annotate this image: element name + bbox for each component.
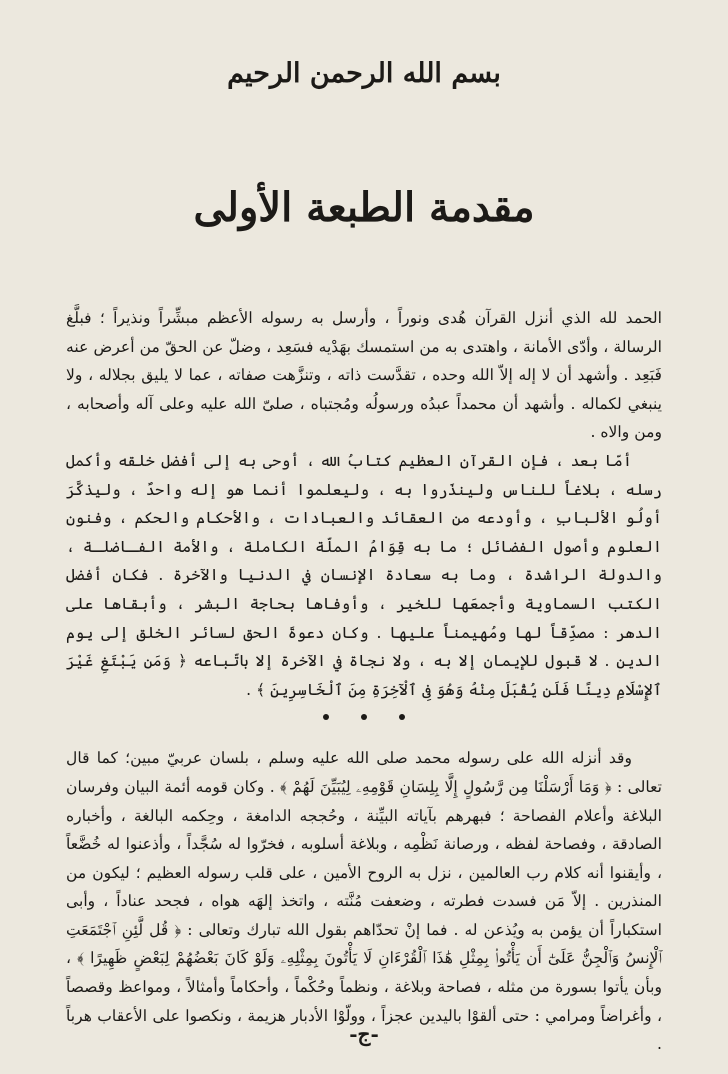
separator-dot (399, 714, 405, 720)
page-title: مقدمة الطبعة الأولى (193, 184, 535, 231)
paragraph: وقد أنزله الله على رسوله محمد صلى الله عليه وسلم ، بلسان عربيّ مبين؛ كما قال تعالى : ﴿ وَمَا أَرْسَلْنَا مِن رَّسُولٍ إِلَّا بِلِسَانِ قَوْمِهِۦ لِيُبَيِّنَ لَهُمْ ﴾ . وكان قومه أئمة البيان وفرسان البلاغة وأعلام الفصاحة ؛ فبهرهم بآياته البيِّنة ، وحُججه الدامغة ، وحِكمه البالغة ، وأخباره الصادقة ، وفصاحة لفظه ، ورصانة نَظْمِه ، وبلاغة أسلوبه ، فخرّوا له سُجَّداً ، وأذعنوا له خُضَّعاً ، وأيقنوا أنه كلام رب العالمين ، نزل به الروح الأمين ، على قلب رسوله العظيم ؛ ليكون من المنذرين . إلاّ مَن فسدت فطرته ، وضعفت مُنَّته ، واتخذ إلهَه هواه ، فجحد عناداً ، وأبى استكباراً أن يؤمن به ويُذعن له . فما إنْ تحدّاهم بقول الله تبارك وتعالى : ﴿ قُل لَّئِنِ ٱجْتَمَعَتِ ٱلْإِنسُ وَٱلْجِنُّ عَلَىٰٓ أَن يَأْتُوا۟ بِمِثْلِ هَٰذَا ٱلْقُرْءَانِ لَا يَأْتُونَ بِمِثْلِهِۦ وَلَوْ كَانَ بَعْضُهُمْ لِبَعْضٍ ظَهِيرًا ﴾ ، وبأن يأتوا بسورة من مثله ، فصاحة وبلاغة ، ونظماً وحُكْماً ، وأحكاماً وأمثالاً ، ومواعظ وقصصاً ، وأغراضاً ومرامي : حتى ألقوْا باليدين عجزاً ، وولّوْا الأدبار هزيمة ، ونكصوا على الأعقاب هرباً . (66, 749, 662, 1054)
basmala: بسم الله الرحمن الرحيم (227, 58, 501, 89)
paragraph: الحمد لله الذي أنزل القرآن هُدى ونوراً ، وأرسل به رسوله الأعظم مبشِّراً ونذيراً ؛ فبلَّغ الرسالة ، وأدّى الأمانة ، واهتدى به من استمسك بهَدْيه فسَعِد ، وضلّ عن الحقّ من أعرض عنه فَبَعِد . وأشهد أن لا إله إلاّ الله وحده ، تقدَّست ذاته ، وتنزَّهت صفاته ، عما لا يليق بجلاله ، ولا ينبغي لكماله . وأشهد أن محمداً عبدُه ورسولُه ومُجتباه ، صلىّ الله عليه وعلى آله وأصحابه ، ومن والاه . (66, 309, 662, 442)
separator-dot (361, 714, 367, 720)
page-number: -ج- (349, 1022, 379, 1046)
section-separator (66, 704, 662, 730)
separator-dot (323, 714, 329, 720)
paragraph: أمّا بعد ، فإن القرآن العظيم كتابُ الله ، أوحى به إلى أفضل خلقه وأكمل رسله ، بلاغاً للناس ولينذَروا به ، وليعلموا أنما هو إله واحدٌ ، وليذكَّرَ أولُو الألبابِ ، وأودعه من العقائد والعبادات ، والأحكام والحكم ، وفنون العلوم وأصول الفضائل ؛ ما به قِوَامُ الملّة الكاملة ، والأمة الفـاضلـة ، والدولة الراشدة ، وما به سعادة الإنسان في الدنيا والآخرة . فكان أفضل الكتب السماوية وأجمعَها للخير ، وأوفاها بحاجة البشر ، وأبقاها على الدهر : مصدِّقاً لها ومُهيمناً عليها . وكان دعوةَ الحق لسائر الخلق إلى يوم الدين . لا قبول للإيمان إلا به ، ولا نجاة في الآخرة إلا باتّباعه ﴿ وَمَن يَبْتَغِ غَيْرَ ٱلإِسْلَامِ دِينًا فَلَن يُقْبَلَ مِنْهُ وَهُوَ فِى ٱلْآخِرَةِ مِنَ ٱلْخَاسِرِينَ ﴾ . (66, 451, 662, 699)
body-text (66, 304, 662, 1059)
